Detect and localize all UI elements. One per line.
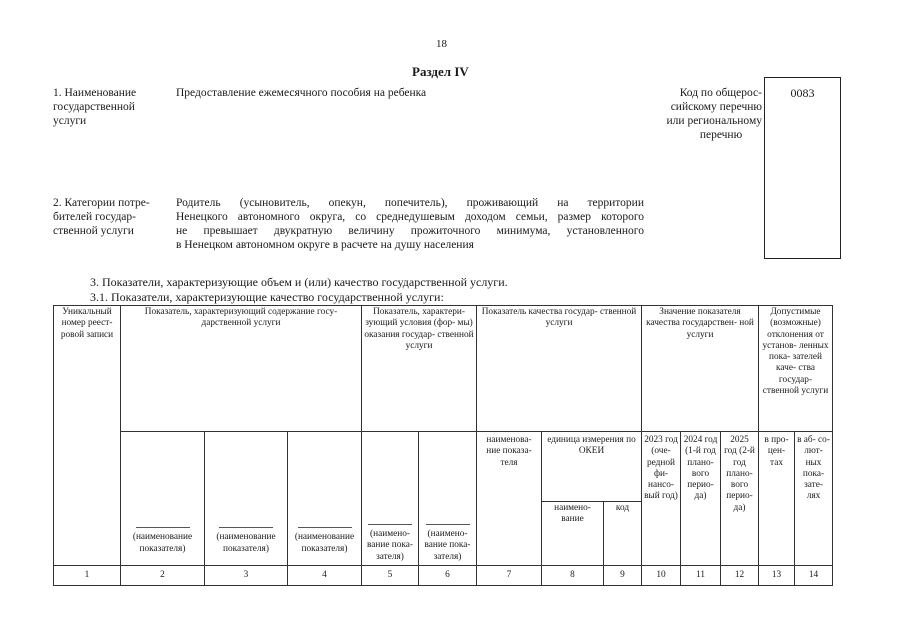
- header-year-2023: 2023 год (оче- редной фи- нансо- вый год): [642, 432, 681, 566]
- header-year-2024: 2024 год (1-й год плано- вого перио- да): [681, 432, 721, 566]
- column-number: 9: [604, 566, 642, 586]
- column-number: 2: [121, 566, 205, 586]
- header-unit-code: код: [604, 502, 642, 566]
- page-number: 18: [436, 38, 447, 50]
- header-quality-indicator: Показатель качества государ- ственной услуги: [477, 306, 642, 432]
- consumer-category-value: [176, 196, 644, 252]
- header-year-2025: 2025 год (2-й год плано- вого перио- да): [721, 432, 759, 566]
- column-number: 8: [542, 566, 604, 586]
- label-line: услуги: [53, 115, 87, 127]
- registry-code-box: [764, 77, 841, 259]
- header-okei-unit: единица измерения по ОКЕИ: [542, 432, 642, 502]
- label-line: 2. Категории потре-: [53, 197, 150, 209]
- registry-code-value: 0083: [790, 86, 815, 100]
- condition-indicator-name-2: [419, 432, 477, 566]
- sub-label: (наимено- вание пока- зателя): [424, 529, 471, 562]
- consumer-category-label: [53, 196, 173, 238]
- sub-label: (наименование показателя): [132, 532, 193, 554]
- column-number: 14: [795, 566, 833, 586]
- column-number: 6: [419, 566, 477, 586]
- label-line: государственной: [53, 101, 135, 113]
- column-numbers-row: [54, 566, 833, 586]
- condition-indicator-name-1: [362, 432, 419, 566]
- column-number: 4: [288, 566, 362, 586]
- label-line: ственной услуги: [53, 225, 134, 237]
- sub-label: (наименование показателя): [216, 532, 276, 554]
- label-line: бителей государ-: [53, 211, 136, 223]
- column-number: 1: [54, 566, 121, 586]
- content-indicator-name-3: [288, 432, 362, 566]
- column-number: 12: [721, 566, 759, 586]
- column-number: 3: [205, 566, 288, 586]
- indicators-heading: 3. Показатели, характеризующие объем и (или) качество государственной услуги.: [90, 275, 508, 289]
- column-number: 5: [362, 566, 419, 586]
- label-line: сийскому перечню: [670, 101, 762, 113]
- header-conditions-indicator: Показатель, характери- зующий условия (фор- мы) оказания государ- ственной услуги: [362, 306, 477, 432]
- header-content-indicator: Показатель, характеризующий содержание госу- дарственной услуги: [121, 306, 362, 432]
- label-line: Код по общерос-: [679, 87, 762, 99]
- quality-indicators-table: [53, 305, 833, 586]
- text-line: Родитель (усыновитель, опекун, попечитель), проживающий на территории: [176, 197, 644, 209]
- column-number: 11: [681, 566, 721, 586]
- text-line: Ненецкого автономного округа, со среднедушевым доходом семьи, размер которого: [176, 211, 644, 223]
- sub-label: (наимено- вание пока- зателя): [366, 529, 414, 562]
- label-line: перечню: [699, 129, 743, 141]
- quality-indicators-heading: 3.1. Показатели, характеризующие качество государственной услуги:: [90, 290, 444, 304]
- header-unit-name: наимено- вание: [542, 502, 604, 566]
- service-name-value: Предоставление ежемесячного пособия на ребенка: [176, 87, 427, 99]
- service-name-label: [53, 86, 173, 128]
- column-number: 13: [759, 566, 795, 586]
- column-number: 10: [642, 566, 681, 586]
- header-percent: в про- цен- тах: [759, 432, 795, 566]
- header-absolute: в аб- со- лют- ных пока- зате- лях: [795, 432, 833, 566]
- header-indicator-value: Значение показателя качества государствен- ной услуги: [642, 306, 759, 432]
- text-line: в Ненецком автономном округе в расчете на душу населения: [176, 239, 474, 251]
- content-indicator-name-1: [121, 432, 205, 566]
- registry-code-label: [640, 86, 764, 142]
- column-number: 7: [477, 566, 542, 586]
- header-unique-number: Уникальный номер реест- ровой записи: [54, 306, 121, 566]
- header-allowed-deviation: Допустимые (возможные) отклонения от установ- ленных пока- зателей каче- ства государ- ственной услуги: [759, 306, 833, 432]
- label-line: или региональному: [666, 115, 762, 127]
- label-line: 1. Наименование: [53, 87, 137, 99]
- section-title: Раздел IV: [412, 64, 469, 79]
- header-indicator-name: наименова- ние показа- теля: [477, 432, 542, 566]
- sub-label: (наименование показателя): [294, 532, 355, 554]
- text-line: не превышает двукратную величину прожиточного минимума, установленного: [176, 225, 644, 237]
- content-indicator-name-2: [205, 432, 288, 566]
